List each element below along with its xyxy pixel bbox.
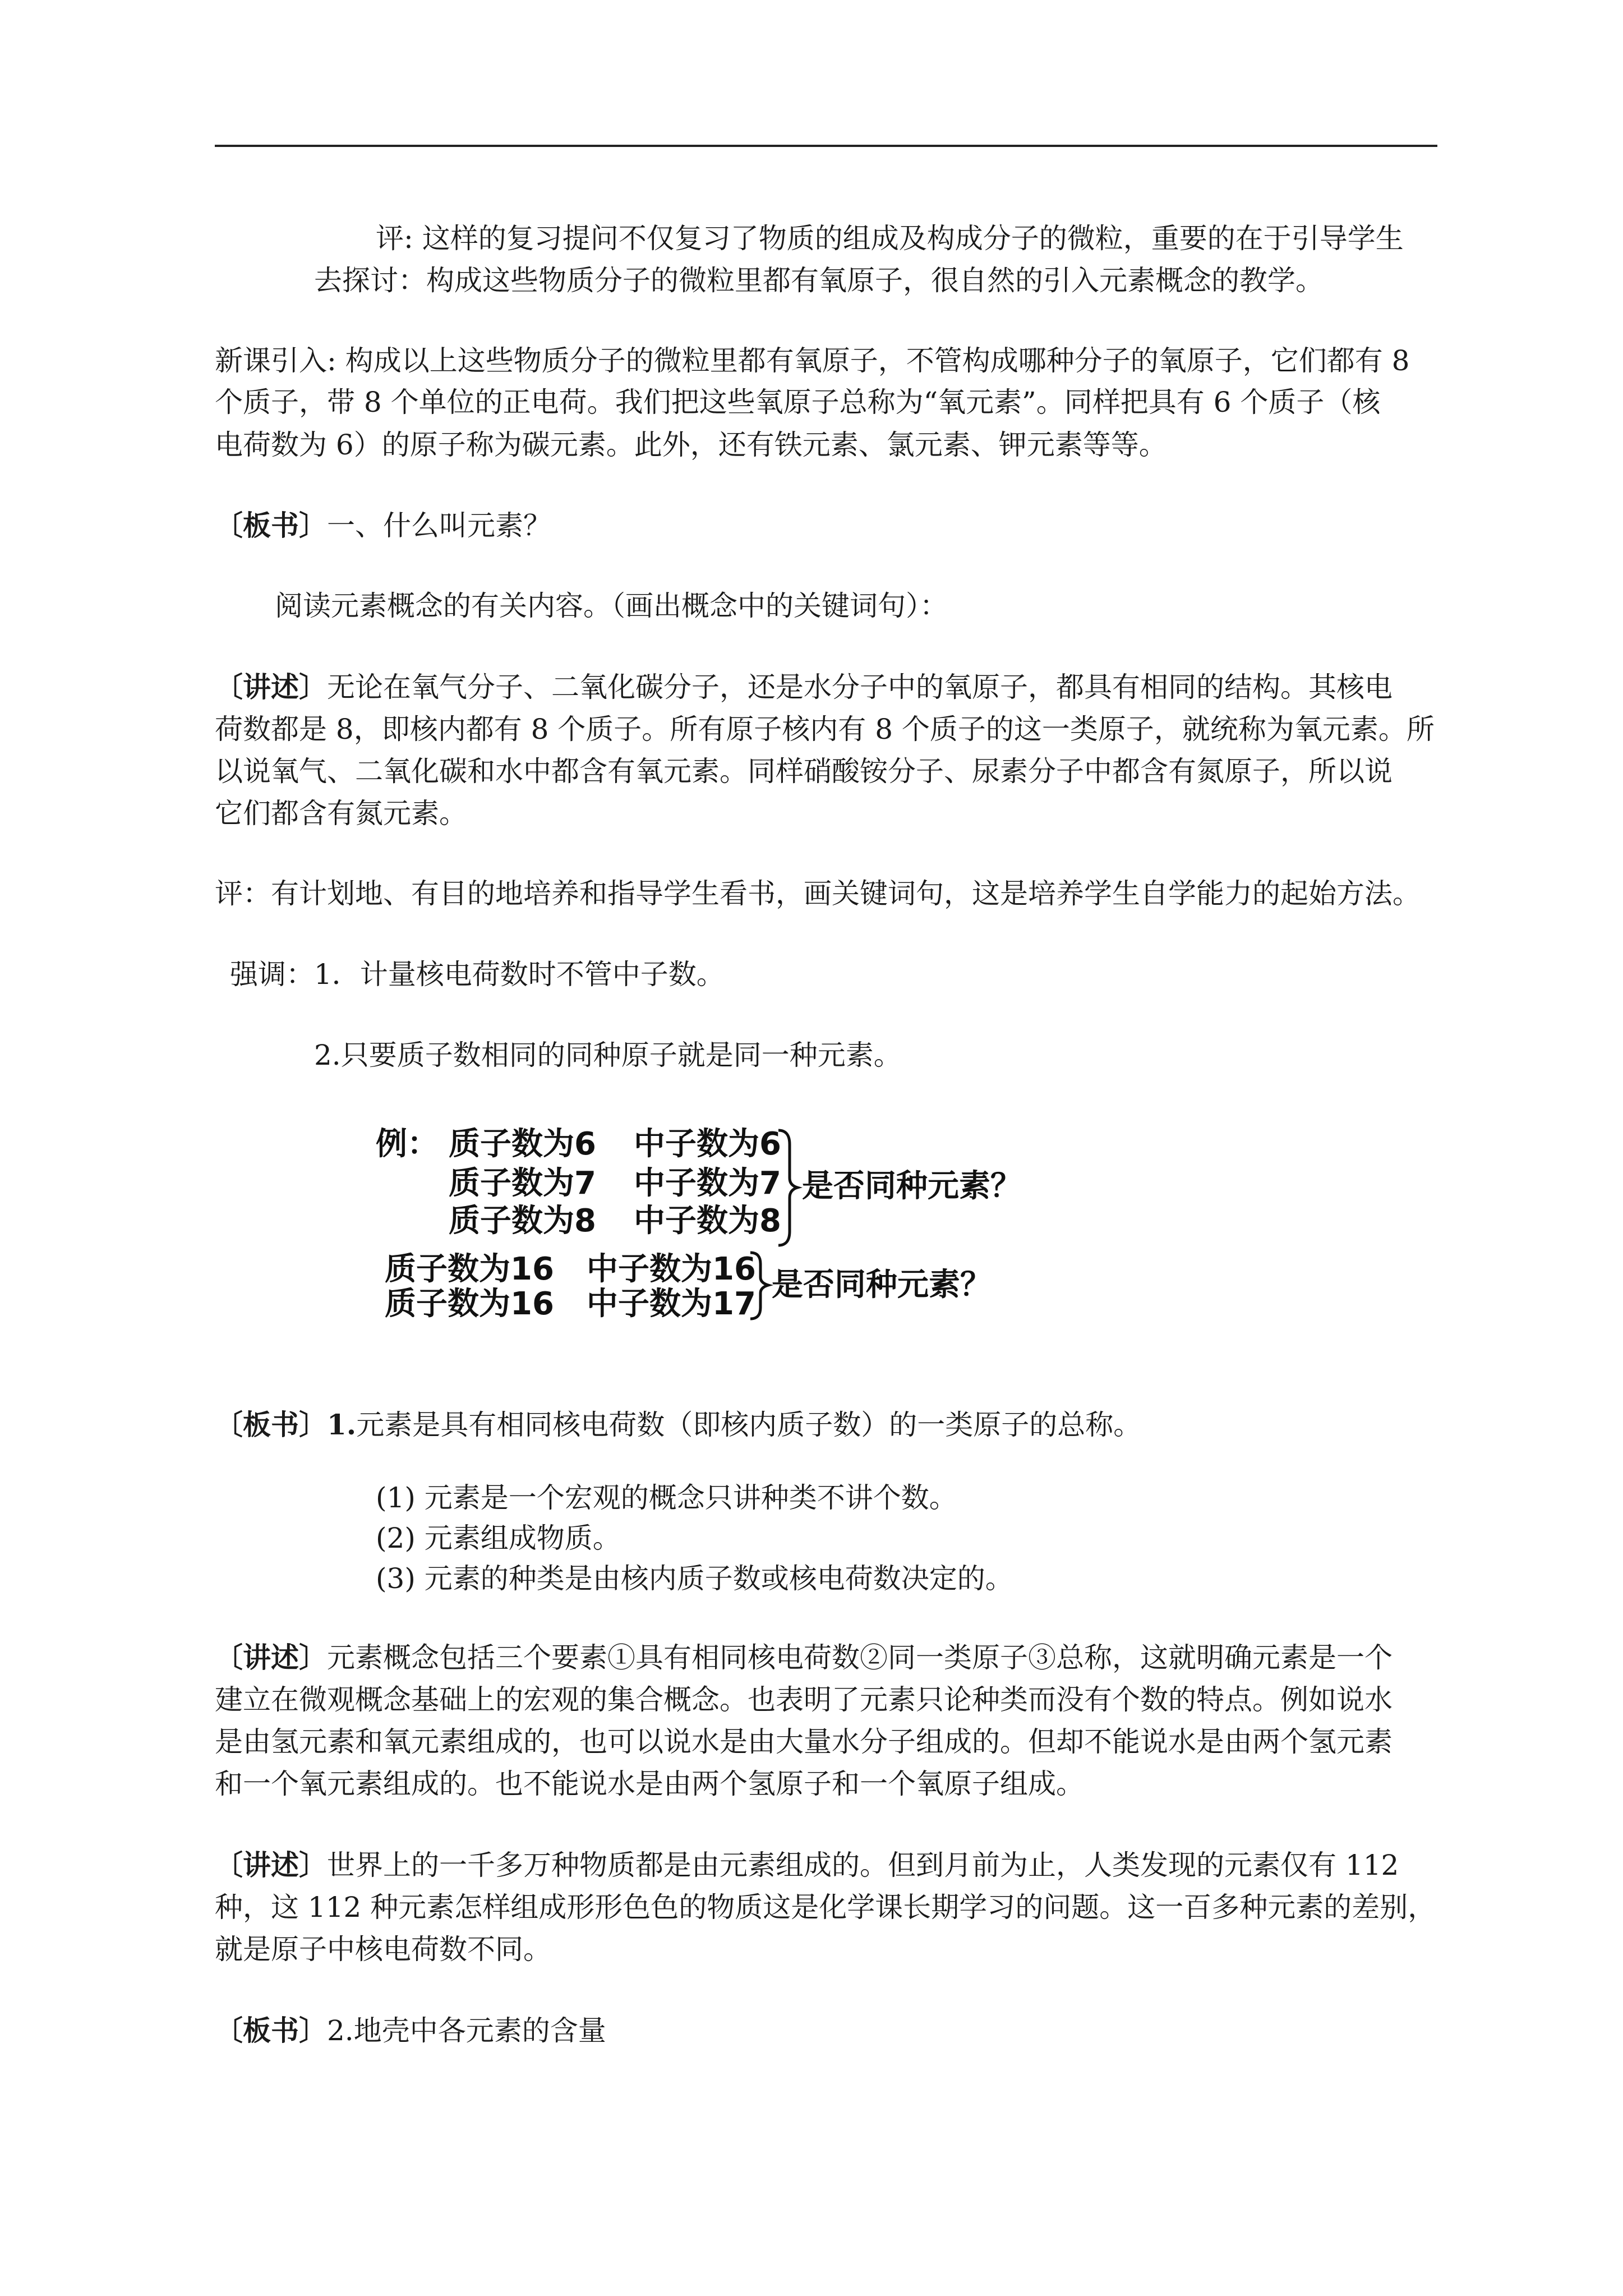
row1-neutrons: 中子数为6 [634, 1126, 781, 1162]
definition-2-text: 2.地壳中各元素的含量 [327, 2014, 606, 2047]
reading-instruction: 阅读元素概念的有关内容。（画出概念中的关键词句）： [275, 590, 948, 622]
comment-1-line-2: 去探讨：构成这些物质分子的微粒里都有氧原子，很自然的引入元素概念的教学。 [314, 264, 1324, 297]
board-definition-1 [215, 1400, 1437, 1450]
row1-protons: 质子数为6 [449, 1126, 596, 1162]
question-1: 是否同种元素？ [802, 1168, 1022, 1204]
example-figure [376, 1119, 1077, 1355]
list-item: (2) 元素组成物质。 [376, 1522, 621, 1554]
row5-protons: 质子数为16 [385, 1286, 554, 1322]
row4-neutrons: 中子数为16 [587, 1251, 756, 1287]
emphasis-2: 2.只要质子数相同的同种原子就是同一种元素。 [314, 1039, 902, 1071]
row2-neutrons: 中子数为7 [634, 1165, 781, 1202]
intro-line-3: 电荷数为 6）的原子称为碳元素。此外，还有铁元素、氯元素、钾元素等等。 [215, 429, 1167, 461]
brace-1 [778, 1130, 797, 1245]
emphasis-1: 强调：1．计量核电荷数时不管中子数。 [230, 958, 725, 991]
lecture-2-line-2: 建立在微观概念基础上的宏观的集合概念。也表明了元素只论种类而没有个数的特点。例如说水 [215, 1683, 1393, 1716]
lecture-tag: 〔讲述〕 [215, 670, 327, 703]
board-definition-2 [215, 2005, 1437, 2056]
lecture-1-line-4: 它们都含有氮元素。 [215, 797, 467, 830]
row4-protons: 质子数为16 [385, 1251, 554, 1287]
board-tag: 〔板书〕 [215, 1408, 327, 1441]
definition-text: 元素是具有相同核电荷数（即核内质子数）的一类原子的总称。 [356, 1409, 1142, 1441]
lecture-tag: 〔讲述〕 [215, 1641, 327, 1674]
lecture-3-text: 世界上的一千多万种物质都是由元素组成的。但到月前为止，人类发现的元素仅有 112 [327, 1849, 1399, 1881]
list-item: (3) 元素的种类是由核内质子数或核电荷数决定的。 [376, 1562, 1013, 1595]
header-rule [215, 145, 1437, 147]
lecture-tag: 〔讲述〕 [215, 1848, 327, 1881]
lecture-3-line-2: 种，这 112 种元素怎样组成形形色色的物质这是化学课长期学习的问题。这一百多种元素的差别， [215, 1891, 1436, 1924]
row2-protons: 质子数为7 [449, 1165, 596, 1202]
definition-number: 1. [327, 1408, 357, 1441]
board-heading-1 [215, 500, 1437, 551]
row5-neutrons: 中子数为17 [587, 1286, 756, 1322]
question-2: 是否同种元素？ [772, 1267, 992, 1303]
comment-1-line-1: 评: 这样的复习提问不仅复习了物质的组成及构成分子的微粒，重要的在于引导学生 [376, 222, 1404, 255]
lecture-2-text: 元素概念包括三个要素①具有相同核电荷数②同一类原子③总称，这就明确元素是一个 [327, 1641, 1393, 1674]
row3-neutrons: 中子数为8 [634, 1203, 781, 1239]
heading-text: 一、什么叫元素？ [327, 509, 551, 542]
lecture-1-line-3: 以说氧气、二氧化碳和水中都含有氧元素。同样硝酸铵分子、尿素分子中都含有氮原子，所以说 [215, 755, 1393, 788]
board-tag: 〔板书〕 [215, 2014, 327, 2047]
board-tag: 〔板书〕 [215, 509, 327, 542]
row3-protons: 质子数为8 [449, 1203, 596, 1239]
lecture-3-line-3: 就是原子中核电荷数不同。 [215, 1933, 551, 1966]
comment-2: 评：有计划地、有目的地培养和指导学生看书，画关键词句，这是培养学生自学能力的起始方法。 [215, 877, 1421, 910]
intro-line-1: 新课引入: 构成以上这些物质分子的微粒里都有氧原子，不管构成哪种分子的氧原子，它们都有 8 [215, 344, 1410, 377]
intro-line-2: 个质子，带 8 个单位的正电荷。我们把这些氧原子总称为“氧元素”。同样把具有 6 个质子（核 [215, 386, 1381, 418]
lecture-2-line-3: 是由氢元素和氧元素组成的，也可以说水是由大量水分子组成的。但却不能说水是由两个氢元素 [215, 1726, 1393, 1758]
list-item: (1) 元素是一个宏观的概念只讲种类不讲个数。 [376, 1481, 957, 1514]
lecture-1-text: 无论在氧气分子、二氧化碳分子，还是水分子中的氧原子，都具有相同的结构。其核电 [327, 671, 1393, 703]
lecture-2-line-4: 和一个氧元素组成的。也不能说水是由两个氢原子和一个氧原子组成。 [215, 1768, 1084, 1800]
example-prefix: 例： [376, 1126, 439, 1162]
lecture-1-line-2: 荷数都是 8，即核内都有 8 个质子。所有原子核内有 8 个质子的这一类原子，就统称为氧元素。所 [215, 713, 1435, 746]
